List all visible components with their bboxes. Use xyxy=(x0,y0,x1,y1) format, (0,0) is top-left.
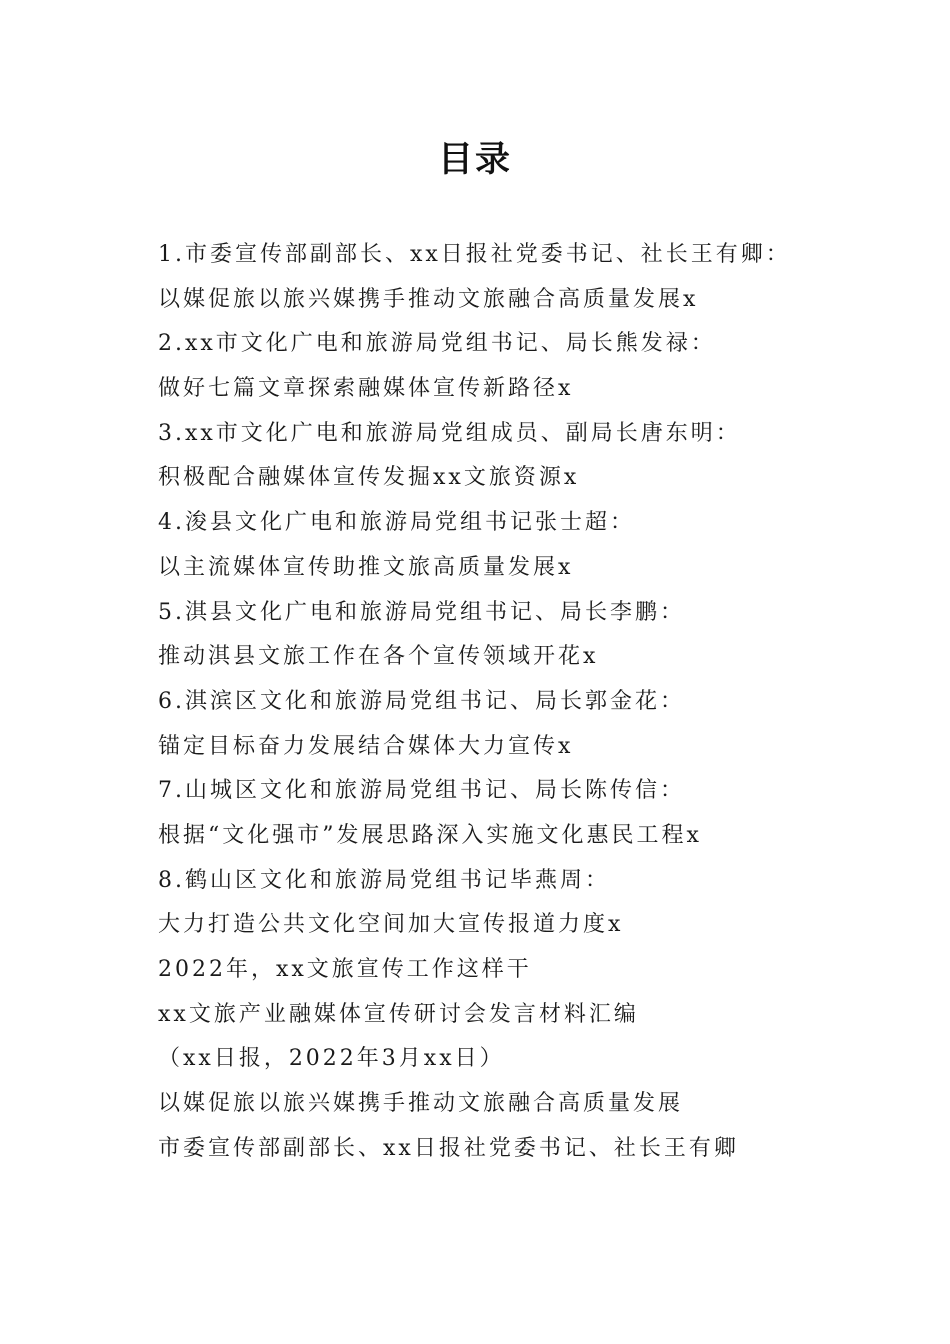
toc-entry-8-title: 大力打造公共文化空间加大宣传报道力度x xyxy=(158,912,624,938)
page-title: 目录 xyxy=(437,140,512,180)
toc-entry-5-title: 推动淇县文旅工作在各个宣传领域开花x xyxy=(158,644,599,670)
toc-entry-4-heading: 4.浚县文化广电和旅游局党组书记张士超： xyxy=(158,510,635,536)
toc-entry-8-heading: 8.鹤山区文化和旅游局党组书记毕燕周： xyxy=(158,867,610,893)
toc-entry-7-heading: 7.山城区文化和旅游局党组书记、局长陈传信： xyxy=(158,778,685,804)
toc-list xyxy=(158,233,818,1171)
toc-entry-2-title: 做好七篇文章探索融媒体宣传新路径x xyxy=(158,376,574,402)
body-line-year-heading: 2022年，xx文旅宣传工作这样干 xyxy=(158,957,532,982)
body-line-author: 市委宣传部副部长、xx日报社党委书记、社长王有卿 xyxy=(158,1135,739,1161)
toc-entry-6-heading: 6.淇滨区文化和旅游局党组书记、局长郭金花： xyxy=(158,688,685,714)
toc-entry-2-heading: 2.xx市文化广电和旅游局党组书记、局长熊发禄： xyxy=(158,331,716,357)
toc-entry-1-title: 以媒促旅以旅兴媒携手推动文旅融合高质量发展x xyxy=(158,286,699,312)
body-line-source: （xx日报，2022年3月xx日） xyxy=(158,1046,505,1072)
toc-entry-4-title: 以主流媒体宣传助推文旅高质量发展x xyxy=(158,554,574,580)
toc-entry-5-heading: 5.淇县文化广电和旅游局党组书记、局长李鹏： xyxy=(158,599,685,625)
body-line-collection-title: xx文旅产业融媒体宣传研讨会发言材料汇编 xyxy=(158,1001,639,1027)
toc-entry-7-title: 根据“文化强市”发展思路深入实施文化惠民工程x xyxy=(158,822,702,848)
toc-entry-3-title: 积极配合融媒体宣传发掘xx文旅资源x xyxy=(158,465,580,491)
body-line-article-title: 以媒促旅以旅兴媒携手推动文旅融合高质量发展 xyxy=(158,1091,684,1117)
toc-entry-1-heading: 1.市委宣传部副部长、xx日报社党委书记、社长王有卿： xyxy=(158,242,791,267)
toc-entry-3-heading: 3.xx市文化广电和旅游局党组成员、副局长唐东明： xyxy=(158,420,741,446)
toc-entry-6-title: 锚定目标奋力发展结合媒体大力宣传x xyxy=(158,733,574,759)
